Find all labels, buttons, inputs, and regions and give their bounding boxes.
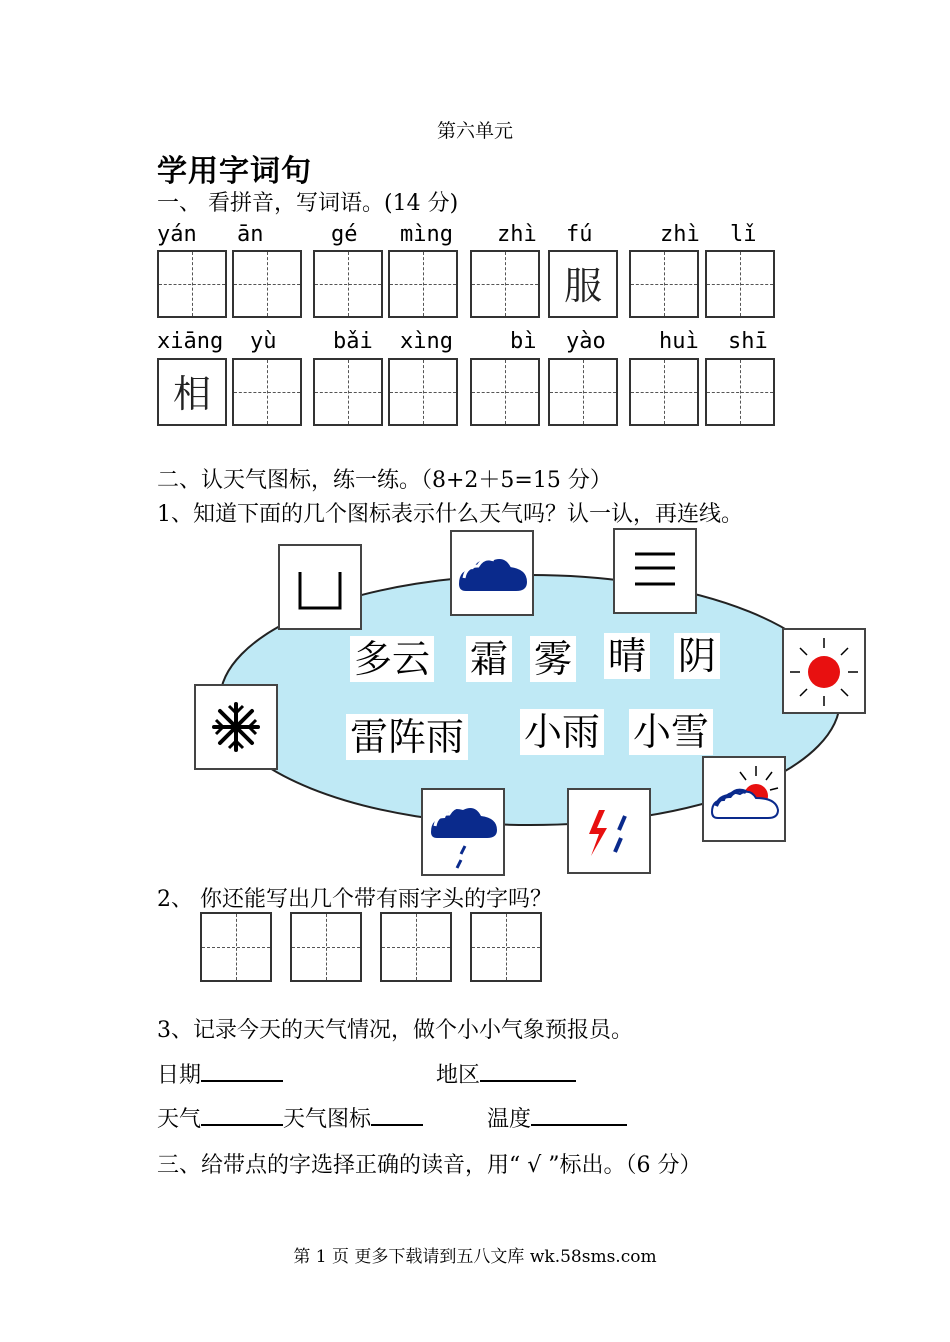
writing-cell[interactable] xyxy=(470,912,542,982)
area-field xyxy=(436,1058,576,1089)
pinyin: yù xyxy=(250,329,277,354)
writing-cell-filled[interactable] xyxy=(548,250,618,318)
pinyin: xìng xyxy=(400,329,453,354)
pinyin: fú xyxy=(566,222,593,247)
q3-prompt: 三、给带点的字选择正确的读音，用“ √ ”标出。（6 分） xyxy=(157,1153,702,1178)
weather-icon-blank[interactable] xyxy=(371,1102,423,1126)
word-duoyun[interactable]: 多云 xyxy=(350,636,434,682)
q2-sub1: 1、知道下面的几个图标表示什么天气吗？认一认，再连线。 xyxy=(157,502,743,527)
writing-cell[interactable] xyxy=(380,912,452,982)
pinyin: xiāng xyxy=(157,329,224,354)
writing-cell-filled[interactable] xyxy=(157,358,227,426)
pinyin: ān xyxy=(237,222,264,247)
writing-cell[interactable] xyxy=(470,358,540,426)
sunny-icon[interactable] xyxy=(782,628,866,714)
writing-cell[interactable] xyxy=(232,250,302,318)
date-label: 日期 xyxy=(157,1063,202,1088)
section-heading: 学用字词句 xyxy=(157,154,312,189)
light-rain-icon[interactable] xyxy=(421,788,505,876)
writing-cell[interactable] xyxy=(548,358,618,426)
writing-cell[interactable] xyxy=(157,250,227,318)
writing-cell[interactable] xyxy=(629,358,699,426)
writing-cell[interactable] xyxy=(200,912,272,982)
fog-symbol-icon[interactable] xyxy=(613,528,697,614)
frost-symbol-icon[interactable] xyxy=(278,544,362,630)
q1-prompt: 一、 看拼音，写词语。(14 分) xyxy=(157,191,459,216)
word-xiaoyu[interactable]: 小雨 xyxy=(520,709,604,755)
writing-cell[interactable] xyxy=(629,250,699,318)
pinyin: zhì xyxy=(660,222,700,247)
writing-cell[interactable] xyxy=(705,250,775,318)
pinyin: bǎi xyxy=(333,329,373,354)
pinyin: gé xyxy=(331,222,358,247)
q2-sub3: 3、记录今天的天气情况，做个小小气象预报员。 xyxy=(157,1018,633,1043)
overcast-cloud-icon[interactable] xyxy=(450,530,534,616)
word-xiaoxue[interactable]: 小雪 xyxy=(629,709,713,755)
temperature-field xyxy=(487,1102,627,1133)
word-yin[interactable]: 阴 xyxy=(674,633,720,679)
pinyin: lǐ xyxy=(730,222,757,247)
word-shuang[interactable]: 霜 xyxy=(466,636,512,682)
date-field xyxy=(157,1058,283,1089)
writing-cell[interactable] xyxy=(705,358,775,426)
writing-cell[interactable] xyxy=(313,358,383,426)
weather-label: 天气 xyxy=(157,1107,202,1132)
pinyin: shī xyxy=(728,329,768,354)
pinyin: yào xyxy=(566,329,606,354)
writing-cell[interactable] xyxy=(313,250,383,318)
example-character: 服 xyxy=(550,252,616,316)
area-blank[interactable] xyxy=(480,1058,576,1082)
area-label: 地区 xyxy=(436,1063,481,1088)
weather-matching-figure xyxy=(0,520,950,880)
q2-sub2: 2、 你还能写出几个带有雨字头的字吗？ xyxy=(157,887,552,912)
pinyin: mìng xyxy=(400,222,453,247)
date-blank[interactable] xyxy=(201,1058,283,1082)
snow-icon[interactable] xyxy=(194,684,278,770)
temperature-label: 温度 xyxy=(487,1107,532,1132)
pinyin: zhì xyxy=(497,222,537,247)
word-qing[interactable]: 晴 xyxy=(604,633,650,679)
writing-cell[interactable] xyxy=(290,912,362,982)
pinyin: yán xyxy=(157,222,197,247)
writing-cell[interactable] xyxy=(232,358,302,426)
pinyin: bì xyxy=(510,329,537,354)
word-wu[interactable]: 雾 xyxy=(530,636,576,682)
temperature-blank[interactable] xyxy=(531,1102,627,1126)
weather-icon-label: 天气图标 xyxy=(283,1107,372,1132)
partly-cloudy-icon[interactable] xyxy=(702,756,786,842)
weather-field xyxy=(157,1102,423,1133)
word-leizhenyu[interactable]: 雷阵雨 xyxy=(346,714,468,760)
page-footer: 第 1 页 更多下载请到五八文库 wk.58sms.com xyxy=(293,1247,657,1267)
weather-blank[interactable] xyxy=(201,1102,283,1126)
unit-title: 第六单元 xyxy=(436,120,513,142)
writing-cell[interactable] xyxy=(470,250,540,318)
writing-cell[interactable] xyxy=(388,358,458,426)
writing-cell[interactable] xyxy=(388,250,458,318)
example-character: 相 xyxy=(159,360,225,424)
thunderstorm-icon[interactable] xyxy=(567,788,651,874)
q2-prompt: 二、认天气图标，练一练。（8+2＋5=15 分） xyxy=(157,468,612,493)
pinyin: huì xyxy=(659,329,699,354)
